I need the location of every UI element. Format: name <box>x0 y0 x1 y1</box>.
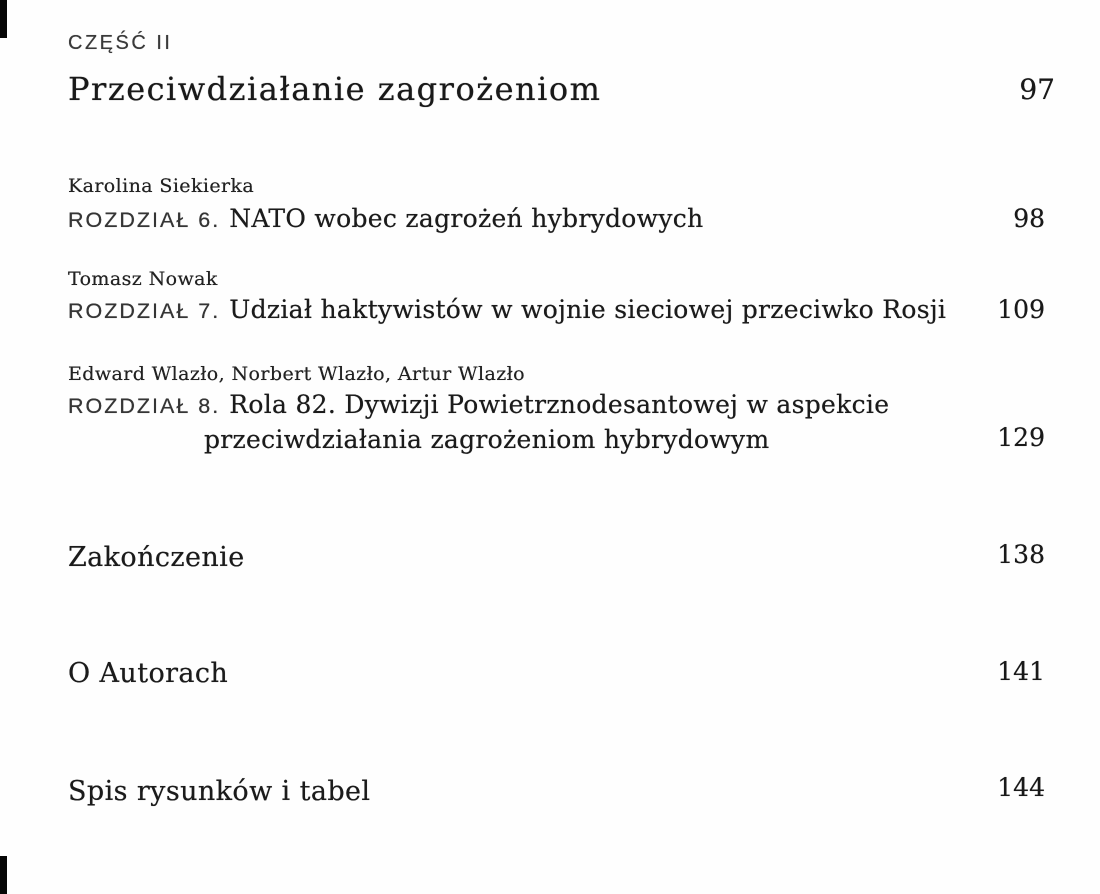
backmatter-label: Zakończenie <box>68 542 245 573</box>
chapter-number-prefix: ROZDZIAŁ 6. <box>68 208 221 232</box>
chapter-title: Rola 82. Dywizji Powietrznodesantowej w aspekcie <box>229 390 890 419</box>
chapter-entry <box>68 297 946 323</box>
chapter-entry <box>68 206 703 232</box>
backmatter-page-number: 144 <box>997 773 1045 802</box>
chapter-entry <box>68 392 889 418</box>
chapter-authors: Edward Wlazło, Norbert Wlazło, Artur Wlazło <box>68 363 526 385</box>
chapter-page-number: 98 <box>1013 204 1045 233</box>
part-label: CZĘŚĆ II <box>68 32 173 54</box>
chapter-title: NATO wobec zagrożeń hybrydowych <box>229 204 704 233</box>
scan-artifact-top <box>0 0 7 38</box>
part-page-number: 97 <box>1019 73 1055 106</box>
chapter-page-number: 109 <box>997 295 1045 324</box>
part-title: Przeciwdziałanie zagrożeniom <box>68 70 602 108</box>
backmatter-page-number: 138 <box>997 540 1045 569</box>
backmatter-label: Spis rysunków i tabel <box>68 776 371 807</box>
chapter-authors: Tomasz Nowak <box>68 268 218 290</box>
chapter-number-prefix: ROZDZIAŁ 7. <box>68 299 221 323</box>
chapter-authors: Karolina Siekierka <box>68 175 255 197</box>
chapter-title: Udział haktywistów w wojnie sieciowej przeciwko Rosji <box>229 295 947 324</box>
chapter-page-number: 129 <box>997 423 1045 452</box>
chapter-title-continued: przeciwdziałania zagrożeniom hybrydowym <box>204 425 770 454</box>
scan-artifact-bottom <box>0 856 7 894</box>
backmatter-label: O Autorach <box>68 658 229 689</box>
backmatter-page-number: 141 <box>997 657 1045 686</box>
chapter-number-prefix: ROZDZIAŁ 8. <box>68 394 221 418</box>
